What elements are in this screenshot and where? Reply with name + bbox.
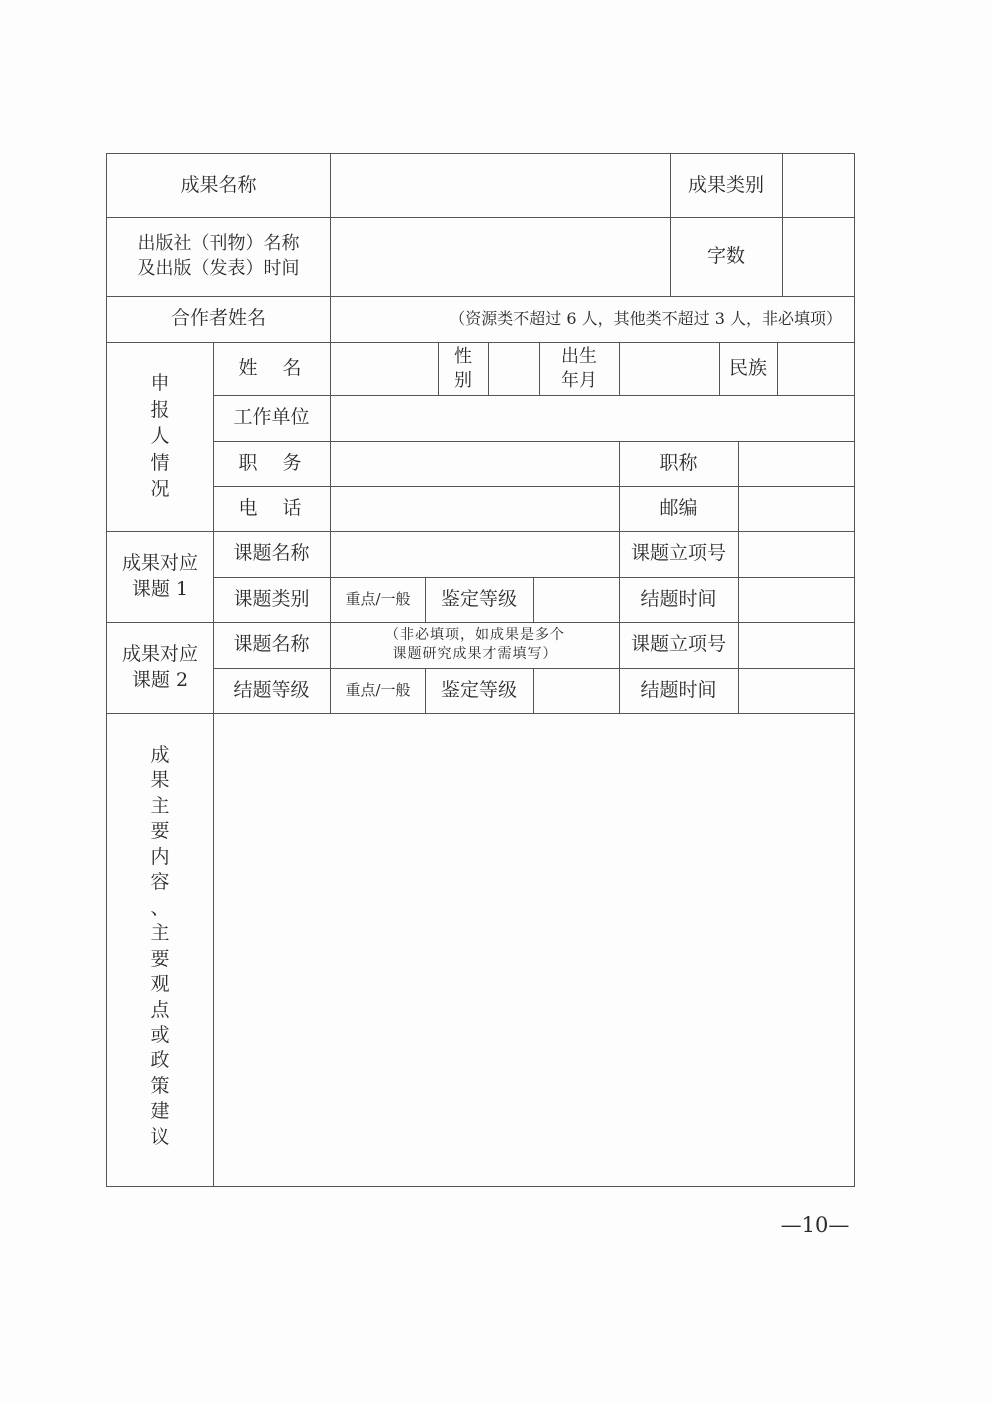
content-label-char: 策 bbox=[150, 1074, 170, 1097]
content-label-char: 点 bbox=[150, 998, 170, 1021]
ethnicity-label: 民族 bbox=[728, 356, 767, 379]
birth-date-label bbox=[539, 342, 619, 395]
postcode-label: 邮编 bbox=[659, 496, 698, 519]
project1-name-label: 课题名称 bbox=[233, 542, 310, 565]
word-count-label: 字数 bbox=[706, 244, 745, 267]
project2-appraisal-label: 鉴定等级 bbox=[440, 678, 517, 701]
postcode-field[interactable] bbox=[739, 486, 854, 531]
achievement-category-field[interactable] bbox=[783, 154, 854, 217]
project2-completion-field[interactable] bbox=[739, 668, 854, 713]
applicant-name-field[interactable] bbox=[331, 342, 438, 395]
gender-label-line1: 性 bbox=[454, 346, 472, 368]
achievement-category-label: 成果类别 bbox=[687, 173, 764, 196]
applicant-section-char: 申 bbox=[150, 372, 170, 395]
workplace-label: 工作单位 bbox=[233, 406, 310, 429]
phone-label: 电 话 bbox=[238, 496, 305, 519]
ethnicity-field[interactable] bbox=[778, 342, 854, 395]
achievement-title-field[interactable] bbox=[331, 154, 670, 217]
phone-field[interactable] bbox=[331, 486, 619, 531]
content-label-char: 或 bbox=[150, 1023, 170, 1046]
publisher-field[interactable] bbox=[331, 217, 670, 296]
page-number: —10— bbox=[780, 1213, 850, 1237]
applicant-section-label bbox=[107, 342, 213, 531]
publisher-label-line2: 及出版（发表）时间 bbox=[137, 257, 300, 279]
project2-note-line2: 课题研究成果才需填写） bbox=[392, 646, 558, 662]
content-label-char: 要 bbox=[150, 947, 170, 970]
project1-name-field[interactable] bbox=[331, 531, 619, 577]
content-label-char: 容 bbox=[150, 871, 170, 894]
professional-title-field[interactable] bbox=[739, 441, 854, 486]
content-label-char: 政 bbox=[150, 1049, 170, 1072]
applicant-section-char: 况 bbox=[150, 478, 170, 501]
project2-section-line2: 课题 2 bbox=[131, 668, 189, 691]
position-label: 职 务 bbox=[238, 451, 305, 474]
project2-name-label: 课题名称 bbox=[233, 633, 310, 656]
project1-type-label: 课题类别 bbox=[233, 587, 310, 610]
content-label-char: 内 bbox=[150, 845, 170, 868]
project1-id-label: 课题立项号 bbox=[630, 542, 726, 565]
achievement-title-label: 成果名称 bbox=[180, 173, 257, 196]
project1-section-line2: 课题 1 bbox=[131, 577, 189, 600]
project2-type-field[interactable]: 重点/一般 bbox=[345, 681, 411, 700]
content-label-char: 观 bbox=[150, 973, 170, 996]
content-label-char: 要 bbox=[150, 820, 170, 843]
project1-id-field[interactable] bbox=[739, 531, 854, 577]
birth-label-line1: 出生 bbox=[561, 346, 597, 368]
project2-note-line1: （非必填项，如成果是多个 bbox=[385, 627, 565, 644]
project1-appraisal-field[interactable] bbox=[534, 577, 619, 622]
application-form-table bbox=[106, 153, 855, 1187]
project1-appraisal-label: 鉴定等级 bbox=[440, 587, 517, 610]
content-section-label bbox=[107, 713, 213, 1187]
applicant-name-label: 姓 名 bbox=[238, 356, 305, 379]
content-label-char: 、 bbox=[150, 896, 170, 919]
content-label-char: 主 bbox=[150, 794, 170, 817]
professional-title-label: 职称 bbox=[659, 451, 698, 474]
coauthor-label: 合作者姓名 bbox=[170, 307, 266, 330]
project1-completion-field[interactable] bbox=[739, 577, 854, 622]
gender-field[interactable] bbox=[489, 342, 539, 395]
project2-section-line1: 成果对应 bbox=[121, 642, 198, 665]
project1-section-line1: 成果对应 bbox=[121, 551, 198, 574]
applicant-section-char: 人 bbox=[150, 425, 170, 448]
project1-completion-label: 结题时间 bbox=[640, 587, 717, 610]
workplace-field[interactable] bbox=[331, 395, 854, 441]
applicant-section-char: 情 bbox=[150, 451, 170, 474]
gender-label bbox=[438, 342, 488, 395]
content-label-char: 成 bbox=[150, 744, 170, 766]
project2-id-label: 课题立项号 bbox=[630, 633, 726, 656]
content-label-char: 主 bbox=[150, 922, 170, 945]
project2-id-field[interactable] bbox=[739, 622, 854, 668]
birth-date-field[interactable] bbox=[620, 342, 719, 395]
content-label-char: 果 bbox=[150, 769, 170, 792]
project2-section-label bbox=[107, 622, 213, 713]
project2-appraisal-field[interactable] bbox=[534, 668, 619, 713]
project2-grade-label: 结题等级 bbox=[233, 678, 310, 701]
coauthor-field[interactable]: （资源类不超过 6 人，其他类不超过 3 人，非必填项） bbox=[449, 309, 842, 329]
project2-name-field[interactable] bbox=[331, 622, 619, 668]
content-label-char: 建 bbox=[150, 1100, 170, 1123]
birth-label-line2: 年月 bbox=[561, 369, 597, 391]
word-count-field[interactable] bbox=[783, 217, 854, 296]
publisher-label-line1: 出版社（刊物）名称 bbox=[137, 233, 300, 255]
content-field[interactable] bbox=[214, 714, 854, 1187]
content-label-char: 议 bbox=[150, 1125, 170, 1148]
publisher-label bbox=[107, 217, 330, 296]
project2-completion-label: 结题时间 bbox=[640, 678, 717, 701]
project1-section-label bbox=[107, 531, 213, 622]
applicant-section-char: 报 bbox=[150, 398, 170, 421]
position-field[interactable] bbox=[331, 441, 619, 486]
project1-type-field[interactable]: 重点/一般 bbox=[345, 590, 411, 609]
gender-label-line2: 别 bbox=[454, 369, 472, 391]
